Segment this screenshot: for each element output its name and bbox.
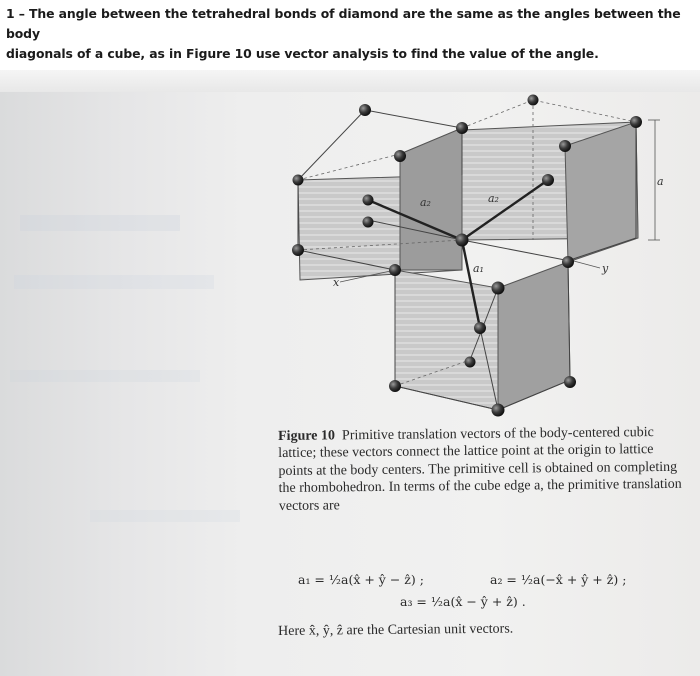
atom <box>363 195 374 206</box>
figure-caption-text: Primitive translation vectors of the body-centered cubic lattice; these vectors connect the lattice point at the origin to lattice points at the body centers. The primitive cell is obtained on completing the rhombohedron. In terms of the cube edge a, the primitive translation vectors are <box>278 425 682 514</box>
formula-a3: a₃ = ½a(x̂ − ŷ + ẑ) . <box>400 594 526 609</box>
atom <box>359 104 371 116</box>
atom <box>465 357 476 368</box>
question-line-2: diagonals of a cube, as in Figure 10 use vector analysis to find the value of the angle. <box>6 46 599 61</box>
edge-label-a: a <box>657 175 664 188</box>
atom <box>474 322 486 334</box>
atom <box>389 380 401 392</box>
vector-a2-label: a₂ <box>420 196 431 209</box>
axis-x-label: x <box>333 276 340 289</box>
atom <box>363 217 374 228</box>
question-line-1: 1 – The angle between the tetrahedral bonds of diamond are the same as the angles between the body <box>6 6 681 41</box>
figure-caption <box>278 424 684 515</box>
figure-label: Figure 10 <box>278 428 336 444</box>
vector-a2-label-right: a₂ <box>488 192 499 205</box>
atom <box>292 244 304 256</box>
atom <box>528 95 539 106</box>
atom <box>456 234 469 247</box>
cube-face-shaded <box>400 128 462 270</box>
atom <box>394 150 406 162</box>
atom <box>293 175 304 186</box>
atom <box>492 282 505 295</box>
atom <box>492 404 505 417</box>
atom <box>564 376 576 388</box>
atom <box>456 122 468 134</box>
atom <box>630 116 642 128</box>
atom <box>562 256 574 268</box>
figure-footnote: Here x̂, ŷ, ẑ are the Cartesian unit vectors. <box>278 621 514 639</box>
formula-a1: a₁ = ½a(x̂ + ŷ − ẑ) ; <box>298 572 424 587</box>
textbook-photo <box>0 70 700 676</box>
cube-face-lower-side <box>498 262 570 410</box>
atom <box>389 264 401 276</box>
atom <box>559 140 571 152</box>
question-text <box>6 4 696 64</box>
axis-y-label: y <box>602 262 609 275</box>
atom <box>542 174 554 186</box>
vector-a1-label: a₁ <box>473 262 484 275</box>
formula-a2: a₂ = ½a(−x̂ + ŷ + ẑ) ; <box>490 572 627 587</box>
